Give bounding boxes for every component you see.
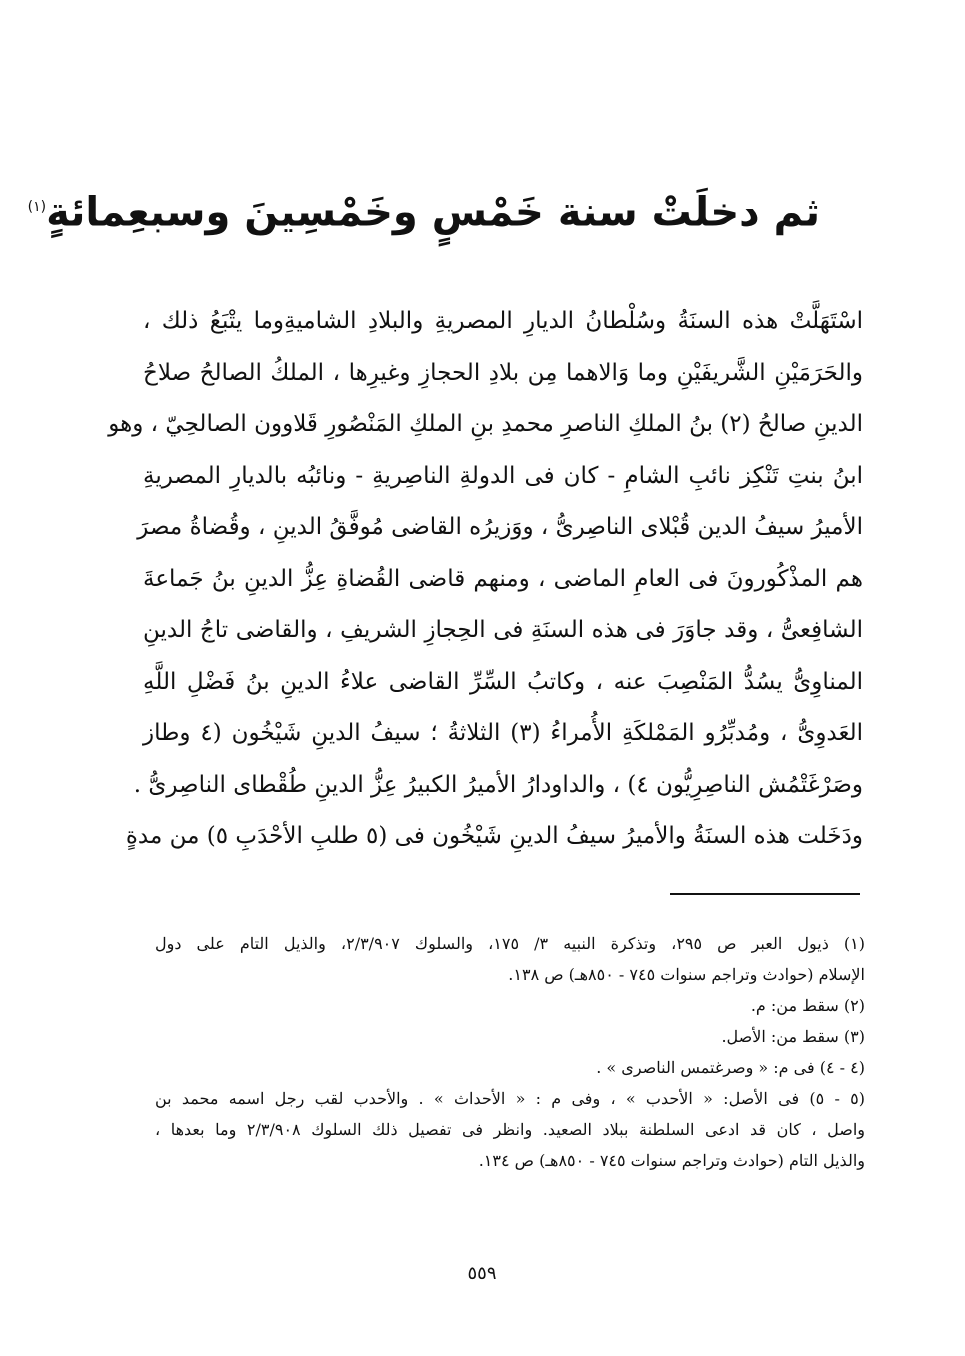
body-line: العَدوِىُّ ، ومُدبِّرُو المَمْلكَةِ الأُمراءُ (٣) الثلاثةُ ؛ سيفُ الدينِ شَيْخُون (٤ وطاز	[143, 720, 863, 746]
chapter-heading	[27, 177, 820, 242]
footnote-line: واصل ، كان قد ادعى السلطنة ببلاد الصعيد. وانظر فى تفصيل ذلك السلوك ٢/٣/٩٠٨ وما بعدها ،	[155, 1120, 865, 1139]
footnote-line: الإسلام (حوادث وتراجم سنوات ٧٤٥ - ٨٥٠هـ) ص ١٣٨.	[508, 965, 865, 984]
heading-footnote-mark: (١)	[27, 198, 47, 215]
footnote-line: (١) ذيول العبر ص ٢٩٥، وتذكرة النبيه ٣/ ١٧٥، والسلوك ٢/٣/٩٠٧، والذيل التام على دول	[155, 934, 866, 953]
footnote-line: (٢) سقط من: م.	[750, 996, 865, 1015]
footnote-line: (٥ - ٥) فى الأصل: « الأحدب » ، وفى م : « الأحداث » . والأحدب لقب رجل اسمه محمد بن	[155, 1089, 866, 1108]
body-line: ودَخَلت هذه السنَةُ والأميرُ سيفُ الدينِ شَيْخُون فى (٥ طلبِ الأحْدَبِ ٥) من مدةٍ	[125, 823, 863, 849]
footnote-line: (٤ - ٤) فى م: « وصرغتمس الناصرى » .	[596, 1058, 865, 1077]
body-line: اسْتَهَلَّتْ هذه السنَةُ وسُلْطانُ الديارِ المصريةِ والبلادِ الشاميةِوما يتْبَعُ ذلك ،	[143, 308, 863, 334]
body-line: هم المذْكُورونَ فى العامِ الماضى ، ومنهم قاضى القُضاةِ عِزُّ الدينِ بنُ جَماعةَ	[143, 565, 863, 592]
footnote-line: والذيل التام (حوادث وتراجم سنوات ٧٤٥ - ٨٥٠هـ) ص ١٣٤.	[478, 1151, 865, 1170]
body-line: وصَرْغَتْمُش الناصِرِيُّون ٤) ، والداودارُ الأميرُ الكبيرُ عِزُّ الدينِ طُقْطاى الناصِرىُّ .	[133, 771, 863, 798]
body-line: والحَرَمَيْنِ الشَّريفَيْنِ وما وَالاهما مِن بلادِ الحجازِ وغيرِها ، الملكُ الصالحُ صلاحُ	[143, 359, 863, 386]
body-line: الأميرُ سيفُ الدين قُبْلاى الناصِرىُّ ، ووَزيرُه القاضى مُوفَّقُ الدينِ ، وقُضاةُ مصرَ	[137, 514, 863, 540]
footnote-divider	[670, 893, 860, 895]
body-line: ابنُ بنتِ تَنْكِز نائبِ الشامِ - كان فى الدولةِ الناصِريةِ - ونائبُه بالديارِ المصريةِ	[143, 462, 863, 489]
body-line: الشافِعىُّ ، وقد جاوَرَ فى هذه السنَةِ فى الحِجازِ الشريفِ ، والقاضى تاجُ الدينِ	[143, 617, 863, 643]
body-line: المناوِىُّ يسُدُّ المَنْصِبَ عنه ، وكاتبُ السِّرِّ القاضى علاءُ الدينِ بنُ فَضْلِ اللَّهِ	[143, 668, 863, 695]
main-paragraph	[108, 296, 863, 863]
footnote-line: (٣) سقط من: الأصل.	[721, 1027, 865, 1046]
footnotes-section	[155, 928, 865, 1176]
page-number: ٥٥٩	[467, 1263, 497, 1284]
chapter-heading-text: ثم دخلَتْ سنة خَمْسٍ وخَمْسِينَ وسبعِمائةٍ	[46, 189, 820, 236]
body-line: الدينِ صالحُ (٢) بنُ الملكِ الناصرِ محمدِ بنِ الملكِ المَنْصُورِ قَلاوون الصالحِيّ ، وهو	[108, 411, 863, 437]
